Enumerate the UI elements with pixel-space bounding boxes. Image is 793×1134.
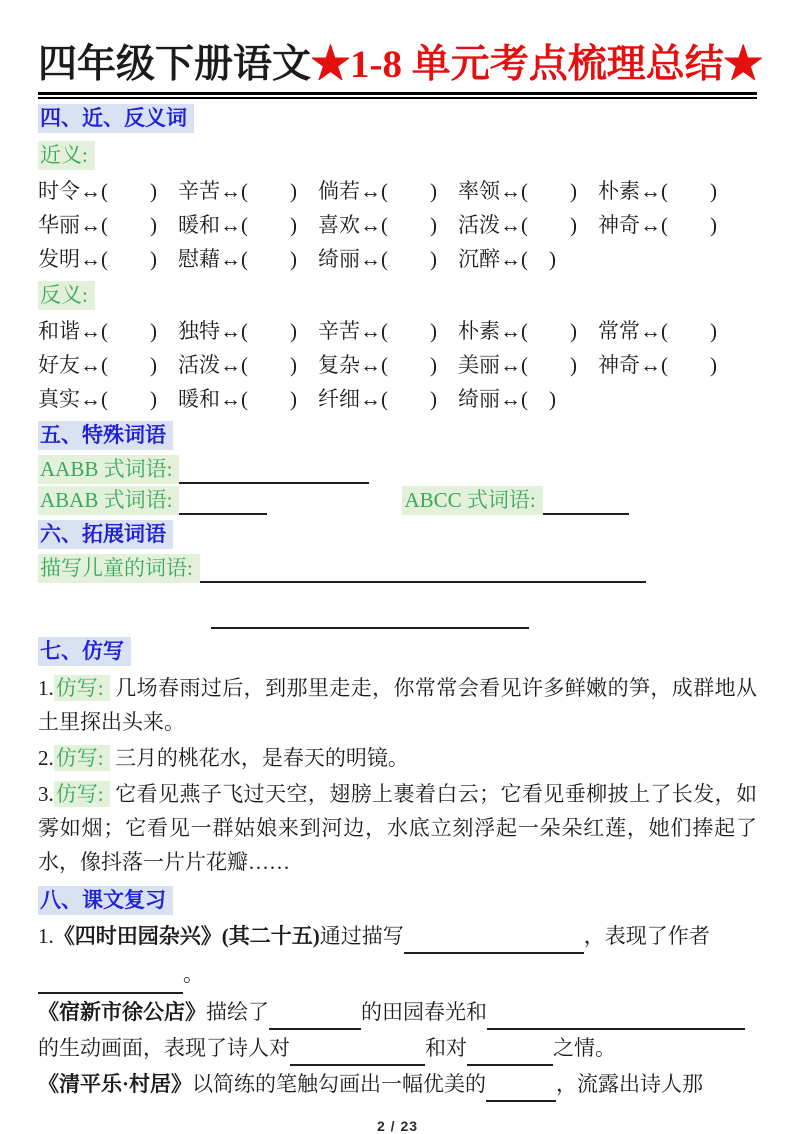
imitation-1-label: 仿写: <box>54 675 110 701</box>
aabb-label: AABB 式词语: <box>38 455 179 484</box>
review-item-3-line-1 <box>38 1066 757 1102</box>
word-pair-item: 常常↔( ) <box>598 319 717 343</box>
antonym-label-line <box>38 281 757 313</box>
review-2-text-1: 描绘了 <box>206 1000 269 1024</box>
review-3-text-1: 以简练的笔触勾画出一幅优美的 <box>192 1072 487 1096</box>
word-pair-item: 发明↔( ) <box>38 247 157 271</box>
word-pair-item: 好友↔( ) <box>38 353 157 377</box>
review-2-fill-in-blank-2 <box>487 1008 745 1030</box>
review-3-fill-in-blank-1 <box>486 1080 556 1102</box>
section-5 <box>38 421 757 453</box>
review-2-text-5: 之情。 <box>553 1036 616 1060</box>
synonym-label: 近义: <box>38 141 95 170</box>
review-2-fill-in-blank-3 <box>290 1044 425 1066</box>
word-pair-item: 绮丽↔( ) <box>458 387 556 411</box>
word-pair-item: 倘若↔( ) <box>318 179 437 203</box>
review-1-text-2: ，表现了作者 <box>583 924 710 948</box>
children-words-line-2 <box>38 593 757 629</box>
section-6-header: 六、拓展词语 <box>38 520 173 549</box>
antonym-row-3 <box>38 382 757 416</box>
imitation-1-text: 几场春雨过后，到那里走走，你常常会看见许多鲜嫩的笋，成群地从土里探出头来。 <box>38 676 757 734</box>
synonym-row-2 <box>38 208 757 242</box>
review-2-text-4: 和对 <box>425 1036 467 1060</box>
word-pair-item: 和谐↔( ) <box>38 319 157 343</box>
word-pair-item: 独特↔( ) <box>178 319 297 343</box>
section-5-header: 五、特殊词语 <box>38 421 173 450</box>
imitation-3-number: 3. <box>38 782 54 806</box>
section-8 <box>38 886 757 918</box>
word-pair-item: 慰藉↔( ) <box>178 247 297 271</box>
review-1-poem-title: 《四时田园杂兴》(其二十五) <box>53 924 320 948</box>
word-pair-item: 活泼↔( ) <box>458 213 577 237</box>
review-1-text-1: 通过描写 <box>319 924 404 948</box>
review-2-text-3: 的生动画面，表现了诗人对 <box>38 1036 290 1060</box>
review-item-2-line-2 <box>38 1030 757 1066</box>
word-pair-item: 复杂↔( ) <box>318 353 437 377</box>
word-pair-item: 神奇↔( ) <box>598 213 717 237</box>
review-1-text-3: 。 <box>183 962 204 986</box>
word-pair-item: 辛苦↔( ) <box>178 179 297 203</box>
title-divider-rule <box>38 92 757 99</box>
word-pair-item: 朴素↔( ) <box>458 319 577 343</box>
abcc-fill-in-blank <box>543 493 629 515</box>
section-7 <box>38 637 757 669</box>
section-7-header: 七、仿写 <box>38 637 131 666</box>
word-pair-item: 暖和↔( ) <box>178 213 297 237</box>
imitation-2-text: 三月的桃花水，是春天的明镜。 <box>114 746 409 770</box>
antonym-label: 反义: <box>38 281 95 310</box>
page-title-black: 四年级下册语文 <box>38 43 312 86</box>
review-2-text-2: 的田园春光和 <box>361 1000 487 1024</box>
imitation-3-label: 仿写: <box>54 781 110 807</box>
synonym-row-3 <box>38 242 757 276</box>
review-item-1-line-1 <box>38 918 757 954</box>
section-6 <box>38 520 757 552</box>
abcc-label: ABCC 式词语: <box>402 486 542 515</box>
abab-fill-in-blank <box>179 493 267 515</box>
word-pair-item: 辛苦↔( ) <box>318 319 437 343</box>
page-number: 2 / 23 <box>376 1118 419 1134</box>
word-pair-item: 活泼↔( ) <box>178 353 297 377</box>
review-2-poem-title: 《宿新市徐公店》 <box>38 1000 206 1024</box>
review-3-text-2: ，流露出诗人那 <box>556 1072 704 1096</box>
antonym-row-2 <box>38 348 757 382</box>
review-2-fill-in-blank-1 <box>269 1008 361 1030</box>
review-item-1-line-2 <box>38 954 757 994</box>
synonym-row-1 <box>38 174 757 208</box>
review-1-fill-in-blank-2 <box>38 972 183 994</box>
antonym-row-1 <box>38 314 757 348</box>
imitation-2-label: 仿写: <box>54 745 110 771</box>
imitation-3-text: 它看见燕子飞过天空，翅膀上裹着白云；它看见垂柳披上了长发，如雾如烟；它看见一群姑娘来到河边，水底立刻浮起一朵朵红莲，她们捧起了水，像抖落一片片花瓣…… <box>38 782 757 874</box>
word-pair-item: 纤细↔( ) <box>318 387 437 411</box>
word-pair-item: 绮丽↔( ) <box>318 247 437 271</box>
children-words-fill-in-blank-1 <box>200 561 646 583</box>
page-title <box>38 42 763 88</box>
synonym-label-line <box>38 141 757 173</box>
review-2-fill-in-blank-4 <box>467 1044 553 1066</box>
imitation-item-3 <box>38 777 757 879</box>
aabb-fill-in-blank <box>179 462 369 484</box>
word-pair-item: 喜欢↔( ) <box>318 213 437 237</box>
children-words-fill-in-blank-2 <box>211 607 529 629</box>
abab-label: ABAB 式词语: <box>38 486 179 515</box>
word-pair-item: 美丽↔( ) <box>458 353 577 377</box>
word-pair-item: 时令↔( ) <box>38 179 157 203</box>
word-pair-item: 神奇↔( ) <box>598 353 717 377</box>
imitation-item-1 <box>38 671 757 739</box>
section-8-header: 八、课文复习 <box>38 886 173 915</box>
imitation-item-2 <box>38 741 757 775</box>
word-pair-item: 华丽↔( ) <box>38 213 157 237</box>
children-words-label: 描写儿童的词语: <box>38 554 200 583</box>
page-title-red: ★1-8 单元考点梳理总结★ <box>311 43 763 86</box>
review-1-fill-in-blank-1 <box>404 932 584 954</box>
imitation-2-number: 2. <box>38 746 54 770</box>
word-pair-item: 真实↔( ) <box>38 387 157 411</box>
word-pair-item: 率领↔( ) <box>458 179 577 203</box>
word-pair-item: 暖和↔( ) <box>178 387 297 411</box>
review-1-number: 1. <box>38 924 54 948</box>
word-pair-item: 沉醉↔( ) <box>458 247 556 271</box>
abab-abcc-line <box>38 486 757 515</box>
word-pair-item: 朴素↔( ) <box>598 179 717 203</box>
review-item-2-line-1 <box>38 994 757 1030</box>
children-words-line <box>38 554 757 583</box>
aabb-line <box>38 455 757 484</box>
section-4 <box>38 104 757 136</box>
imitation-1-number: 1. <box>38 676 54 700</box>
review-3-poem-title: 《清平乐·村居》 <box>38 1072 193 1096</box>
section-4-header: 四、近、反义词 <box>38 104 194 133</box>
